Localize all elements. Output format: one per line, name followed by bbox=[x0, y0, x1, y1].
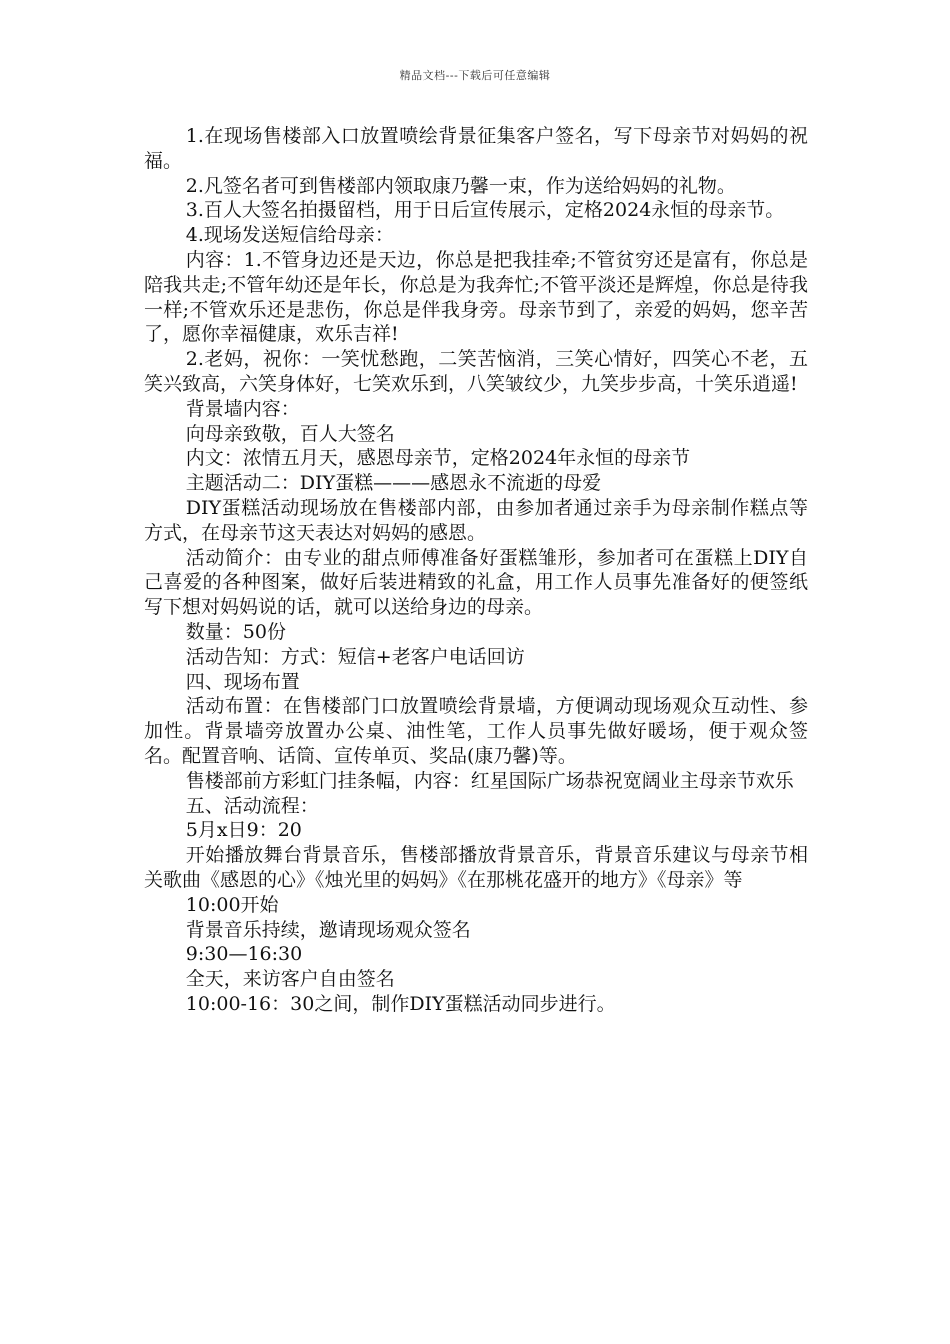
paragraph: 活动布置：在售楼部门口放置喷绘背景墙，方便调动现场观众互动性、参加性。背景墙旁放置办公桌、油性笔，工作人员事先做好暖场，便于观众签名。配置音响、话筒、宣传单页、奖品(康乃馨)等。 bbox=[144, 695, 808, 767]
section-heading: 四、现场布置 bbox=[185, 670, 300, 693]
page-header: 精品文档---下载后可任意编辑 bbox=[399, 69, 551, 82]
paragraph: 内文：浓情五月天，感恩母亲节，定格2024年永恒的母亲节 bbox=[185, 447, 691, 470]
paragraph: 活动简介：由专业的甜点师傅准备好蛋糕雏形，参加者可在蛋糕上DIY自己喜爱的各种图案，做好后装进精致的礼盒，用工作人员事先准备好的便签纸写下想对妈妈说的话，就可以送给身边的母亲。 bbox=[144, 546, 808, 619]
paragraph: 售楼部前方彩虹门挂条幅，内容：红星国际广场恭祝宽阔业主母亲节欢乐 bbox=[185, 769, 794, 792]
paragraph: 10:00开始 bbox=[185, 893, 279, 916]
paragraph: 背景墙内容： bbox=[185, 397, 300, 420]
paragraph: 4.现场发送短信给母亲： bbox=[185, 224, 394, 247]
paragraph: 5月x日9：20 bbox=[185, 819, 302, 842]
paragraph: 1.在现场售楼部入口放置喷绘背景征集客户签名，写下母亲节对妈妈的祝福。 bbox=[144, 125, 808, 172]
paragraph: 内容：1.不管身边还是天边，你总是把我挂牵;不管贫穷还是富有，你总是陪我共走;不管年幼还是年长，你总是为我奔忙;不管平淡还是辉煌，你总是待我一样;不管欢乐还是悲伤，你总是伴我身旁。母亲节到了，亲爱的妈妈，您辛苦了，愿你幸福健康，欢乐吉祥! bbox=[144, 248, 808, 346]
paragraph: DIY蛋糕活动现场放在售楼部内部，由参加者通过亲手为母亲制作糕点等方式，在母亲节这天表达对妈妈的感恩。 bbox=[144, 496, 808, 544]
paragraph: 全天，来访客户自由签名 bbox=[185, 968, 395, 991]
paragraph: 10:00-16：30之间，制作DIY蛋糕活动同步进行。 bbox=[185, 992, 616, 1015]
paragraph: 活动告知：方式：短信+老客户电话回访 bbox=[185, 645, 525, 668]
paragraph: 向母亲致敬，百人大签名 bbox=[185, 422, 395, 445]
paragraph: 数量：50份 bbox=[185, 620, 286, 643]
paragraph: 主题活动二：DIY蛋糕———感恩永不流逝的母爱 bbox=[185, 472, 602, 495]
paragraph: 9:30—16:30 bbox=[185, 943, 303, 966]
paragraph: 2.老妈，祝你：一笑忧愁跑，二笑苦恼消，三笑心情好，四笑心不老，五笑兴致高，六笑身体好，七笑欢乐到，八笑皱纹少，九笑步步高，十笑乐逍遥! bbox=[144, 348, 808, 395]
paragraph: 开始播放舞台背景音乐，售楼部播放背景音乐，背景音乐建议与母亲节相关歌曲《感恩的心》《烛光里的妈妈》《在那桃花盛开的地方》《母亲》等 bbox=[144, 844, 808, 891]
section-heading: 五、活动流程： bbox=[185, 794, 319, 817]
paragraph: 2.凡签名者可到售楼部内领取康乃馨一束，作为送给妈妈的礼物。 bbox=[185, 174, 736, 197]
paragraph: 3.百人大签名拍摄留档，用于日后宣传展示，定格2024永恒的母亲节。 bbox=[185, 199, 785, 222]
document-body bbox=[144, 124, 808, 1017]
paragraph: 背景音乐持续，邀请现场观众签名 bbox=[185, 918, 471, 941]
